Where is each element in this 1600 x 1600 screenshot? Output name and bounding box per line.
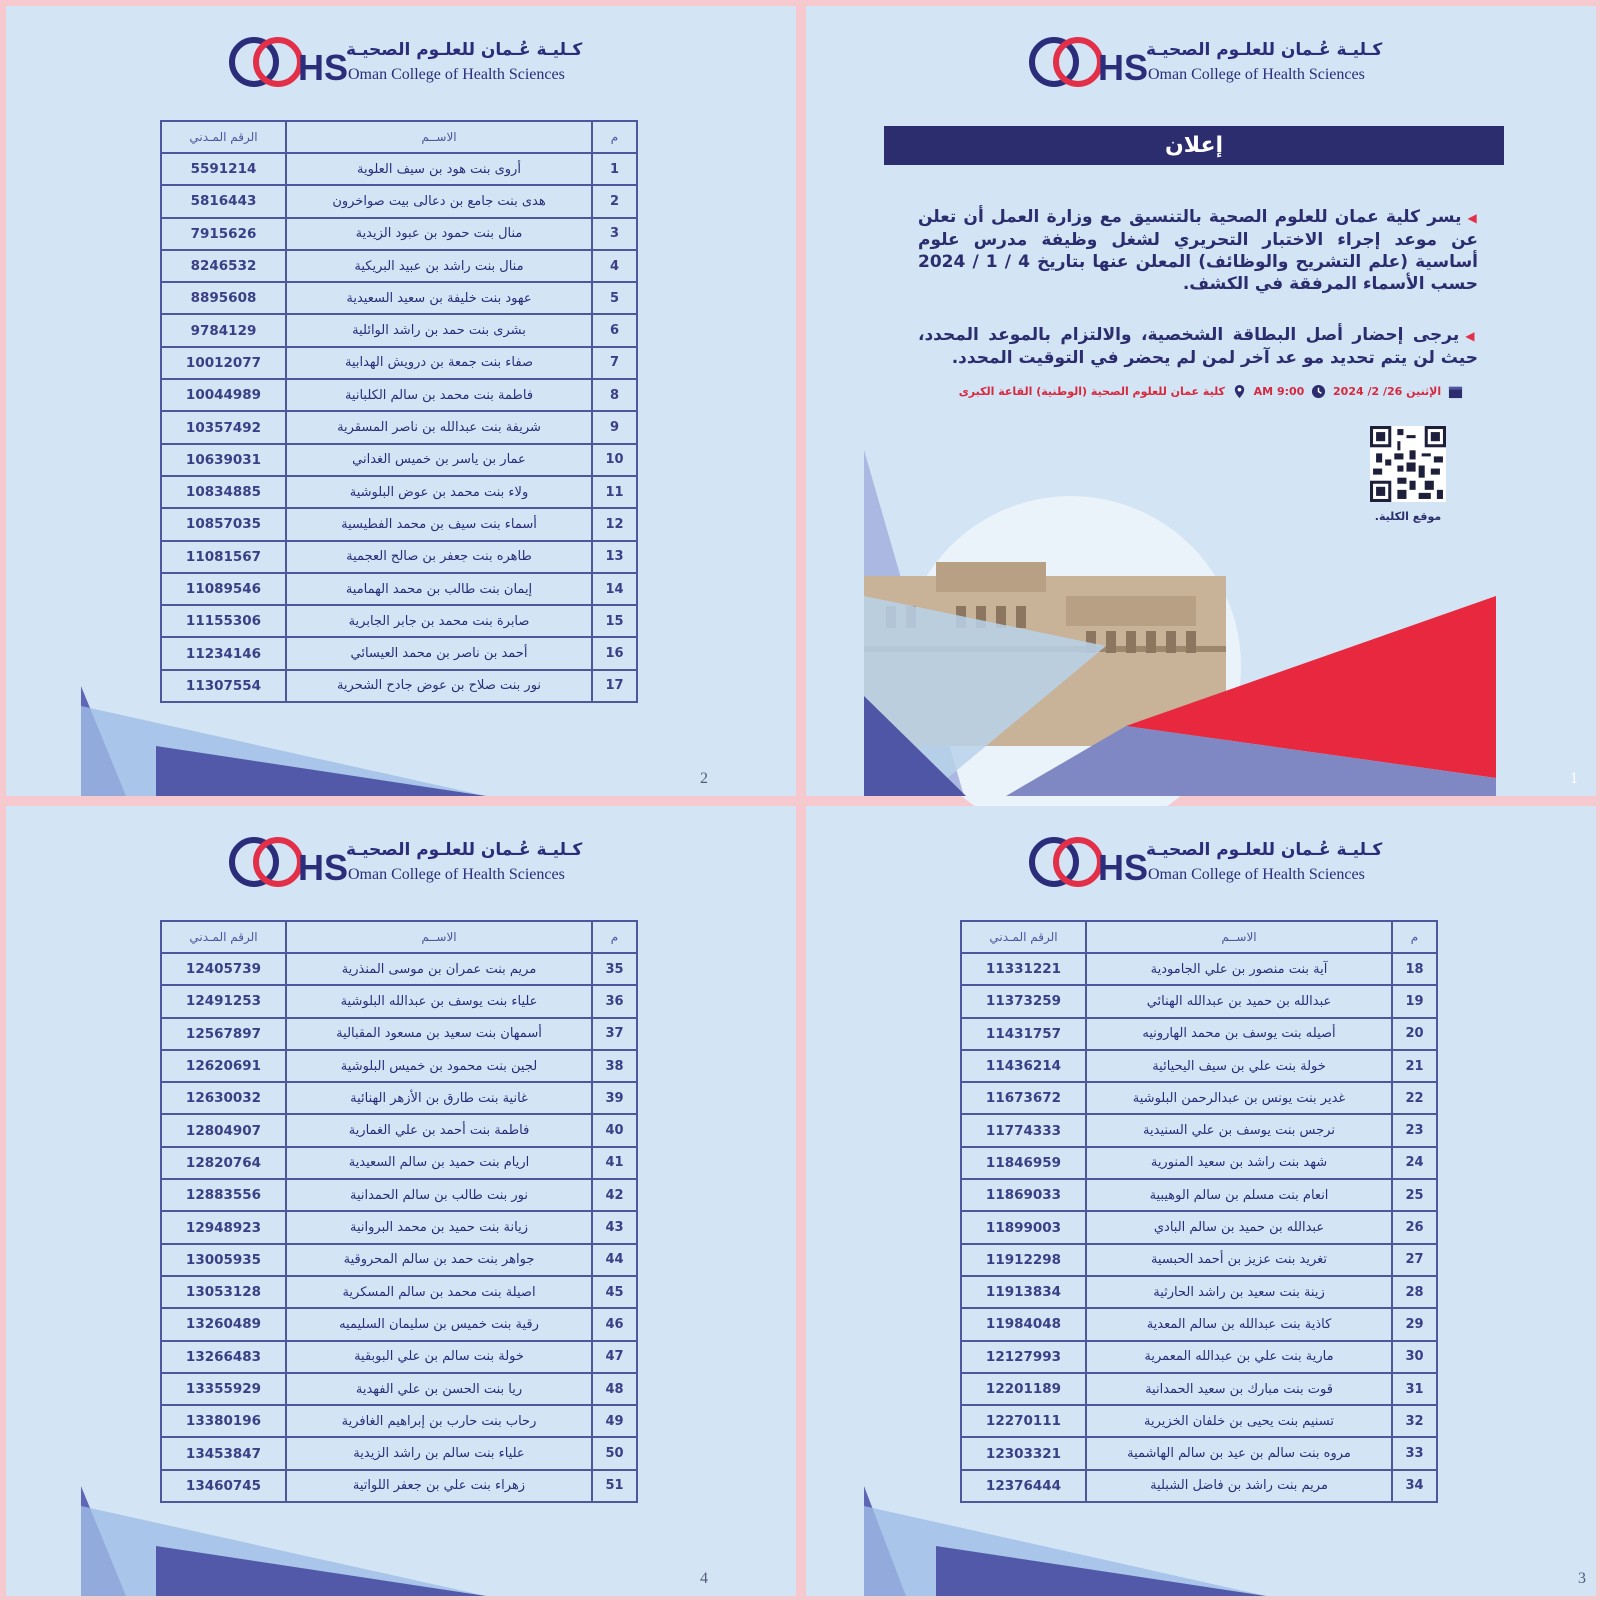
civil-id: 12491253 [161, 985, 286, 1017]
row-index: 26 [1392, 1211, 1437, 1243]
table-row [161, 153, 637, 185]
row-index: 50 [592, 1437, 637, 1469]
table-row [161, 985, 637, 1017]
table-row [161, 1276, 637, 1308]
candidate-name: فاطمة بنت محمد بن سالم الكلبانية [286, 379, 592, 411]
row-index: 28 [1392, 1276, 1437, 1308]
candidate-name: ريا بنت الحسن بن علي الفهدية [286, 1373, 592, 1405]
row-index: 1 [592, 153, 637, 185]
civil-id: 12620691 [161, 1050, 286, 1082]
table-row [161, 637, 637, 669]
table-row [961, 1018, 1437, 1050]
civil-id: 11846959 [961, 1147, 1086, 1179]
candidate-name: تسنيم بنت يحيى بن خلفان الخزيرية [1086, 1405, 1392, 1437]
college-logo [228, 834, 588, 898]
civil-id: 13380196 [161, 1405, 286, 1437]
college-name-en: Oman College of Health Sciences [348, 866, 565, 883]
table-row [161, 1405, 637, 1437]
table-row [161, 670, 637, 702]
calendar-icon [1448, 384, 1463, 399]
row-index: 40 [592, 1114, 637, 1146]
row-index: 48 [592, 1373, 637, 1405]
civil-id: 7915626 [161, 218, 286, 250]
row-index: 30 [1392, 1341, 1437, 1373]
civil-id: 10639031 [161, 444, 286, 476]
candidate-name: خولة بنت سالم بن علي البوبقية [286, 1341, 592, 1373]
ochs-logo-mark [228, 834, 349, 890]
row-index: 2 [592, 185, 637, 217]
svg-text:HS: HS [298, 47, 349, 88]
table-row [961, 1211, 1437, 1243]
table-row [161, 508, 637, 540]
civil-id: 10012077 [161, 347, 286, 379]
column-header-index: م [592, 921, 637, 953]
table-row [961, 953, 1437, 985]
page-number: 2 [700, 770, 708, 787]
candidate-name: أصيله بنت يوسف بن محمد الهارونيه [1086, 1018, 1392, 1050]
row-index: 31 [1392, 1373, 1437, 1405]
svg-text:HS: HS [1098, 47, 1149, 88]
candidate-name: اصيلة بنت محمد بن سالم المسكرية [286, 1276, 592, 1308]
college-logo [1028, 34, 1388, 98]
column-header-civil-id: الرقم المـدني [161, 121, 286, 153]
civil-id: 5816443 [161, 185, 286, 217]
row-index: 41 [592, 1147, 637, 1179]
candidate-name: جواهر بنت حمد بن سالم المحروقية [286, 1244, 592, 1276]
row-index: 12 [592, 508, 637, 540]
announcement-paragraph-1 [918, 206, 1478, 295]
candidate-name: آية بنت منصور بن علي الجامودية [1086, 953, 1392, 985]
candidate-name: شريفة بنت عبدالله بن ناصر المسقرية [286, 411, 592, 443]
exam-time: 9:00 AM [1253, 385, 1305, 398]
candidate-name: انعام بنت مسلم بن سالم الوهيبية [1086, 1179, 1392, 1211]
row-index: 29 [1392, 1308, 1437, 1340]
civil-id: 11673672 [961, 1082, 1086, 1114]
civil-id: 13005935 [161, 1244, 286, 1276]
bullet-triangle-icon: ◀ [1467, 211, 1478, 225]
row-index: 23 [1392, 1114, 1437, 1146]
row-index: 47 [592, 1341, 637, 1373]
page-number: 3 [1578, 1570, 1586, 1587]
row-index: 14 [592, 573, 637, 605]
table-row [161, 411, 637, 443]
candidate-name: نور بنت صلاح بن عوض جادح الشحرية [286, 670, 592, 702]
civil-id: 11373259 [961, 985, 1086, 1017]
candidate-name: إيمان بنت طالب بن محمد الهمامية [286, 573, 592, 605]
candidate-name: اريام بنت حميد بن سالم السعيدية [286, 1147, 592, 1179]
civil-id: 11155306 [161, 605, 286, 637]
location-pin-icon [1232, 384, 1247, 399]
college-logo [1028, 834, 1388, 898]
civil-id: 13453847 [161, 1437, 286, 1469]
civil-id: 11912298 [961, 1244, 1086, 1276]
table-row [161, 605, 637, 637]
table-row [961, 1114, 1437, 1146]
column-header-name: الاســم [286, 121, 592, 153]
svg-text:HS: HS [298, 847, 349, 888]
candidate-name: بشرى بنت حمد بن راشد الوائلية [286, 314, 592, 346]
table-row [161, 218, 637, 250]
row-index: 19 [1392, 985, 1437, 1017]
candidate-name: خولة بنت علي بن سيف اليحيائية [1086, 1050, 1392, 1082]
candidate-name: أروى بنت هود بن سيف العلوية [286, 153, 592, 185]
candidate-name: مارية بنت علي بن عبدالله المعمرية [1086, 1341, 1392, 1373]
table-row [161, 573, 637, 605]
candidate-name: منال بنت حمود بن عبود الزيدية [286, 218, 592, 250]
college-name-en: Oman College of Health Sciences [348, 66, 565, 83]
table-row [961, 1276, 1437, 1308]
row-index: 49 [592, 1405, 637, 1437]
candidate-name: أسمهان بنت سعيد بن مسعود المقبالية [286, 1018, 592, 1050]
row-index: 16 [592, 637, 637, 669]
civil-id: 10357492 [161, 411, 286, 443]
candidate-name: تغريد بنت عزيز بن أحمد الحبسية [1086, 1244, 1392, 1276]
qr-code-icon[interactable] [1370, 426, 1446, 502]
civil-id: 10044989 [161, 379, 286, 411]
table-row [961, 1405, 1437, 1437]
civil-id: 12630032 [161, 1082, 286, 1114]
row-index: 8 [592, 379, 637, 411]
column-header-civil-id: الرقم المـدني [161, 921, 286, 953]
row-index: 51 [592, 1470, 637, 1502]
civil-id: 12127993 [961, 1341, 1086, 1373]
candidate-name: قوت بنت مبارك بن سعيد الحمدانية [1086, 1373, 1392, 1405]
college-logo [228, 34, 588, 98]
qr-caption: موقع الكلية. [1374, 510, 1442, 523]
civil-id: 12201189 [961, 1373, 1086, 1405]
civil-id: 12270111 [961, 1405, 1086, 1437]
exam-location: كلية عمان للعلوم الصحية (الوطنية) القاعة الكبرى [958, 385, 1225, 398]
civil-id: 13266483 [161, 1341, 286, 1373]
table-row [161, 1308, 637, 1340]
candidates-table [160, 120, 638, 703]
candidate-name: كاذية بنت عبدالله بن سالم المعدية [1086, 1308, 1392, 1340]
table-row [161, 444, 637, 476]
table-row [961, 1341, 1437, 1373]
candidate-name: صفاء بنت جمعة بن درويش الهدابية [286, 347, 592, 379]
table-row [161, 1082, 637, 1114]
candidate-name: علياء بنت سالم بن راشد الزيدية [286, 1437, 592, 1469]
table-row [161, 1018, 637, 1050]
row-index: 39 [592, 1082, 637, 1114]
civil-id: 12376444 [961, 1470, 1086, 1502]
row-index: 27 [1392, 1244, 1437, 1276]
announcement-paragraph-2 [918, 324, 1478, 369]
civil-id: 12405739 [161, 953, 286, 985]
civil-id: 11331221 [961, 953, 1086, 985]
table-row [961, 1082, 1437, 1114]
civil-id: 11431757 [961, 1018, 1086, 1050]
college-name-en: Oman College of Health Sciences [1148, 866, 1365, 883]
civil-id: 11869033 [961, 1179, 1086, 1211]
row-index: 25 [1392, 1179, 1437, 1211]
candidate-name: غانية بنت طارق بن الأزهر الهنائية [286, 1082, 592, 1114]
page-4-roster [6, 806, 796, 1596]
candidate-name: شهد بنت راشد بن سعيد المنورية [1086, 1147, 1392, 1179]
row-index: 36 [592, 985, 637, 1017]
table-row [961, 1470, 1437, 1502]
civil-id: 12804907 [161, 1114, 286, 1146]
table-row [961, 1179, 1437, 1211]
table-row [161, 953, 637, 985]
civil-id: 12820764 [161, 1147, 286, 1179]
candidate-name: غدير بنت يونس بن عبدالرحمن البلوشية [1086, 1082, 1392, 1114]
civil-id: 11081567 [161, 541, 286, 573]
civil-id: 12883556 [161, 1179, 286, 1211]
civil-id: 11899003 [961, 1211, 1086, 1243]
table-row [161, 347, 637, 379]
row-index: 46 [592, 1308, 637, 1340]
table-row [961, 1437, 1437, 1469]
table-row [161, 476, 637, 508]
civil-id: 11307554 [161, 670, 286, 702]
table-row [161, 314, 637, 346]
candidate-name: هدى بنت جامع بن دعالى بيت صواخرون [286, 185, 592, 217]
row-index: 34 [1392, 1470, 1437, 1502]
column-header-name: الاســم [286, 921, 592, 953]
candidate-name: علياء بنت يوسف بن عبدالله البلوشية [286, 985, 592, 1017]
candidates-table [960, 920, 1438, 1503]
paragraph-1-text: يسر كلية عمان للعلوم الصحية بالتنسيق مع وزارة العمل أن تعلن عن موعد إجراء الاختبار التحريري لشغل وظيفة مدرس علوم أساسية (علم التشريح والوظائف) المعلن عنها بتاريخ 4 / 1 / 2024 حسب الأسماء المرفقة في الكشف. [918, 207, 1479, 294]
college-name-ar: كـليـة عُـمان للعلـوم الصحيـة [1146, 40, 1383, 60]
page-3-roster [806, 806, 1596, 1596]
table-row [961, 1147, 1437, 1179]
candidate-name: منال بنت راشد بن عبيد البريكية [286, 250, 592, 282]
row-index: 42 [592, 1179, 637, 1211]
row-index: 10 [592, 444, 637, 476]
candidate-name: رحاب بنت حارب بن إبراهيم الغافرية [286, 1405, 592, 1437]
table-row [161, 185, 637, 217]
clock-icon [1311, 384, 1326, 399]
candidate-name: فاطمة بنت أحمد بن علي الغمارية [286, 1114, 592, 1146]
civil-id: 11436214 [961, 1050, 1086, 1082]
candidate-name: زهراء بنت علي بن جعفر اللواتية [286, 1470, 592, 1502]
row-index: 44 [592, 1244, 637, 1276]
exam-date: الإثنين 26/ 2/ 2024 [1333, 385, 1442, 398]
bullet-triangle-icon: ◀ [1465, 329, 1478, 343]
civil-id: 13355929 [161, 1373, 286, 1405]
civil-id: 11089546 [161, 573, 286, 605]
college-name-ar: كـليـة عُـمان للعلـوم الصحيـة [346, 840, 583, 860]
table-row [161, 1179, 637, 1211]
table-row [161, 1050, 637, 1082]
table-row [161, 282, 637, 314]
table-row [961, 1050, 1437, 1082]
row-index: 45 [592, 1276, 637, 1308]
civil-id: 5591214 [161, 153, 286, 185]
candidate-name: زينة بنت سعيد بن راشد الحارثية [1086, 1276, 1392, 1308]
column-header-index: م [1392, 921, 1437, 953]
row-index: 3 [592, 218, 637, 250]
row-index: 38 [592, 1050, 637, 1082]
civil-id: 10857035 [161, 508, 286, 540]
candidate-name: عبدالله بن حميد بن سالم البادي [1086, 1211, 1392, 1243]
civil-id: 8895608 [161, 282, 286, 314]
candidate-name: مريم بنت عمران بن موسى المنذرية [286, 953, 592, 985]
row-index: 20 [1392, 1018, 1437, 1050]
svg-text:HS: HS [1098, 847, 1149, 888]
civil-id: 13460745 [161, 1470, 286, 1502]
candidate-name: نور بنت طالب بن سالم الحمدانية [286, 1179, 592, 1211]
row-index: 21 [1392, 1050, 1437, 1082]
civil-id: 13260489 [161, 1308, 286, 1340]
college-name-ar: كـليـة عُـمان للعلـوم الصحيـة [1146, 840, 1383, 860]
civil-id: 11984048 [961, 1308, 1086, 1340]
row-index: 33 [1392, 1437, 1437, 1469]
row-index: 15 [592, 605, 637, 637]
paragraph-2-text: يرجى إحضار أصل البطاقة الشخصية، والالتزام بالموعد المحدد، حيث لن يتم تحديد مو عد آخر لمن لم يحضر في التوقيت المحدد. [918, 325, 1478, 368]
table-row [161, 250, 637, 282]
row-index: 32 [1392, 1405, 1437, 1437]
row-index: 13 [592, 541, 637, 573]
row-index: 6 [592, 314, 637, 346]
table-row [961, 1244, 1437, 1276]
row-index: 37 [592, 1018, 637, 1050]
civil-id: 9784129 [161, 314, 286, 346]
row-index: 22 [1392, 1082, 1437, 1114]
candidate-name: صابرة بنت محمد بن جابر الجابرية [286, 605, 592, 637]
college-name-en: Oman College of Health Sciences [1148, 66, 1365, 83]
candidate-name: عهود بنت خليفة بن سعيد السعيدية [286, 282, 592, 314]
candidate-name: ولاء بنت محمد بن عوض البلوشية [286, 476, 592, 508]
row-index: 11 [592, 476, 637, 508]
civil-id: 12948923 [161, 1211, 286, 1243]
civil-id: 11234146 [161, 637, 286, 669]
candidate-name: رقية بنت خميس بن سليمان السليميه [286, 1308, 592, 1340]
row-index: 17 [592, 670, 637, 702]
row-index: 7 [592, 347, 637, 379]
table-row [161, 1147, 637, 1179]
row-index: 43 [592, 1211, 637, 1243]
civil-id: 10834885 [161, 476, 286, 508]
civil-id: 12567897 [161, 1018, 286, 1050]
announcement-title: إعلان [884, 126, 1504, 165]
civil-id: 11913834 [961, 1276, 1086, 1308]
table-row [161, 1114, 637, 1146]
table-row [961, 985, 1437, 1017]
column-header-index: م [592, 121, 637, 153]
ochs-logo-mark [1028, 34, 1149, 90]
page-number: 4 [700, 1570, 708, 1587]
page-2-roster [6, 6, 796, 796]
civil-id: 11774333 [961, 1114, 1086, 1146]
ochs-logo-mark [1028, 834, 1149, 890]
candidate-name: مروه بنت سالم بن عيد بن سالم الهاشمية [1086, 1437, 1392, 1469]
table-row [161, 1341, 637, 1373]
row-index: 35 [592, 953, 637, 985]
table-row [961, 1308, 1437, 1340]
table-row [161, 1244, 637, 1276]
candidate-name: عبدالله بن حميد بن عبدالله الهنائي [1086, 985, 1392, 1017]
college-name-ar: كـليـة عُـمان للعلـوم الصحيـة [346, 40, 583, 60]
candidate-name: طاهره بنت جعفر بن صالح العجمية [286, 541, 592, 573]
candidate-name: نرجس بنت يوسف بن علي السنيدية [1086, 1114, 1392, 1146]
row-index: 9 [592, 411, 637, 443]
exam-details [926, 384, 1466, 406]
page-1-announcement [806, 6, 1596, 796]
civil-id: 13053128 [161, 1276, 286, 1308]
column-header-civil-id: الرقم المـدني [961, 921, 1086, 953]
table-row [161, 1211, 637, 1243]
civil-id: 12303321 [961, 1437, 1086, 1469]
civil-id: 8246532 [161, 250, 286, 282]
ochs-logo-mark [228, 34, 349, 90]
table-row [161, 1437, 637, 1469]
table-row [161, 541, 637, 573]
row-index: 18 [1392, 953, 1437, 985]
table-row [161, 379, 637, 411]
row-index: 5 [592, 282, 637, 314]
candidate-name: أسماء بنت سيف بن محمد الفطيسية [286, 508, 592, 540]
candidate-name: لجين بنت محمود بن خميس البلوشية [286, 1050, 592, 1082]
table-row [961, 1373, 1437, 1405]
candidate-name: أحمد بن ناصر بن محمد العيسائي [286, 637, 592, 669]
candidate-name: زيانة بنت حميد بن محمد البروانية [286, 1211, 592, 1243]
column-header-name: الاســم [1086, 921, 1392, 953]
row-index: 4 [592, 250, 637, 282]
candidates-table [160, 920, 638, 1503]
table-row [161, 1373, 637, 1405]
page-number: 1 [1570, 770, 1578, 787]
candidate-name: مريم بنت راشد بن فاضل الشبلية [1086, 1470, 1392, 1502]
table-row [161, 1470, 637, 1502]
row-index: 24 [1392, 1147, 1437, 1179]
candidate-name: عمار بن ياسر بن خميس الغداني [286, 444, 592, 476]
